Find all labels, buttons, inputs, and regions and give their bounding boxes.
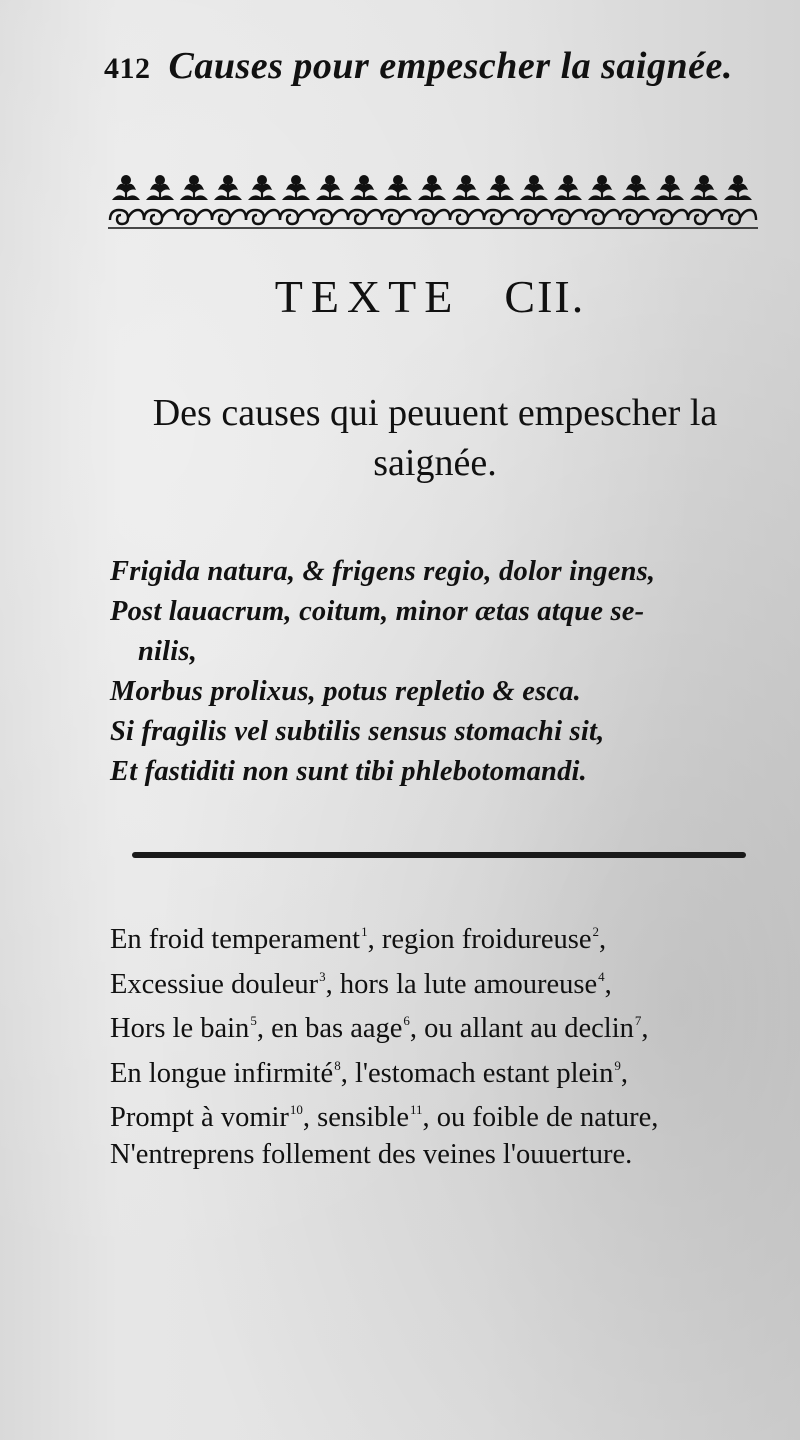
verse-line [110, 1137, 780, 1174]
verse-line [110, 1092, 780, 1137]
verse-text: , sensible [302, 1102, 409, 1133]
verse-line: Si fragilis vel subtilis sensus stomachi sit, [110, 716, 605, 747]
verse-text: En froid temperament [110, 924, 361, 955]
footnote-marker: 1 [361, 924, 368, 939]
ornament-flowers-row [112, 175, 752, 200]
latin-verse [110, 552, 770, 792]
verse-text: , region froidureuse [367, 924, 592, 955]
verse-line: Morbus prolixus, potus repletio & esca. [110, 676, 581, 707]
running-head [104, 44, 764, 100]
heading-number: CII. [504, 271, 586, 322]
verse-text: , [599, 924, 607, 955]
subtitle-line: saignée. [373, 442, 497, 484]
french-verse [110, 914, 780, 1173]
verse-text: , [620, 1057, 628, 1089]
horizontal-rule [132, 852, 746, 858]
verse-text: Excessiue douleur [110, 968, 319, 1000]
verse-text: , ou allant au declin [409, 1013, 634, 1044]
ornament-scroll-row [110, 210, 756, 224]
verse-text: , ou foible de nature, [422, 1102, 659, 1133]
verse-line-continuation: nilis, [138, 636, 198, 667]
verse-text: , [604, 968, 612, 1000]
verse-line: Frigida natura, & frigens regio, dolor ingens, [110, 556, 656, 587]
running-title: Causes pour empescher la saignée. [168, 45, 733, 87]
verse-line [110, 1048, 780, 1093]
footnote-marker: 11 [409, 1102, 423, 1117]
footnote-marker: 10 [289, 1102, 303, 1117]
decorative-ornament-band [108, 170, 758, 230]
verse-text: , l'estomach estant plein [340, 1057, 614, 1089]
footnote-marker: 5 [250, 1013, 257, 1028]
verse-text: , hors la lute amoureuse [325, 968, 598, 1000]
page-number: 412 [104, 52, 151, 85]
footnote-marker: 8 [334, 1057, 341, 1073]
verse-line: Et fastiditi non sunt tibi phlebotomandi. [110, 756, 587, 787]
footnote-marker: 2 [592, 924, 600, 939]
footnote-marker: 4 [598, 968, 605, 984]
section-subtitle [110, 388, 760, 488]
footnote-marker: 7 [634, 1013, 642, 1028]
verse-text: Prompt à vomir [110, 1102, 289, 1133]
verse-text: Hors le bain [110, 1013, 250, 1044]
verse-text: , [641, 1013, 649, 1044]
verse-text: En longue infirmité [110, 1057, 334, 1089]
verse-line [110, 914, 780, 959]
section-heading [100, 270, 760, 323]
verse-text: N'entreprens follement des veines l'ouuerture. [110, 1138, 633, 1170]
verse-line [110, 959, 780, 1004]
footnote-marker: 9 [614, 1057, 621, 1073]
footnote-marker: 6 [403, 1013, 410, 1028]
verse-text: , en bas aage [256, 1013, 403, 1044]
verse-line: Post lauacrum, coitum, minor ætas atque se- [110, 596, 645, 627]
heading-word: TEXTE [274, 271, 461, 322]
footnote-marker: 3 [319, 968, 326, 984]
subtitle-line: Des causes qui peuuent empescher la [152, 392, 718, 434]
verse-line [110, 1003, 780, 1048]
